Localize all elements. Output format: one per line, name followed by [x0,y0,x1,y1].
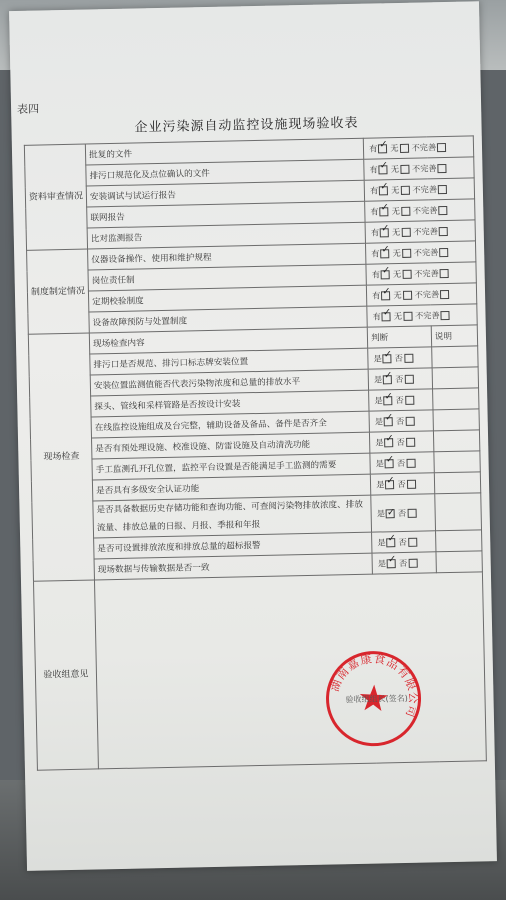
row-item-text: 安装位置监测值能否代表污染物浓度和总量的排放水平 [90,369,369,396]
option-yes-label: 是 [375,457,385,469]
none-checkbox[interactable] [402,269,411,278]
option-have-label: 有 [369,142,378,154]
row-judgement [371,494,436,532]
no-checkbox[interactable] [404,353,413,362]
option-no-label: 否 [395,373,404,384]
row-judgement [370,431,434,453]
row-item-text: 手工监测孔开孔位置，监控平台设置是否能满足手工监测的需要 [92,453,371,480]
section-label-docs: 资料审查情况 [24,144,87,250]
paper-sheet [9,1,497,871]
option-incomplete-label: 不完善 [414,288,440,300]
none-checkbox[interactable] [399,143,408,152]
section-label-site: 现场检查 [28,333,94,581]
row-note[interactable] [433,430,480,452]
option-incomplete-label: 不完善 [414,309,440,321]
row-item-text: 比对监测报告 [87,222,366,249]
option-none-label: 无 [393,289,402,300]
option-none-label: 无 [392,268,402,279]
option-yes-label: 是 [377,557,387,569]
yes-checkbox[interactable] [385,459,394,468]
option-none-label: 无 [393,310,403,321]
page-label: 表四 [16,102,40,116]
row-note[interactable] [432,346,479,368]
none-checkbox[interactable] [402,248,411,257]
option-incomplete-label: 不完善 [413,225,438,237]
row-note[interactable] [436,551,483,573]
yes-checkbox[interactable] [384,396,393,405]
option-no-label: 否 [395,415,405,426]
row-judgement [372,531,436,553]
option-yes-label: 是 [376,478,385,490]
option-no-label: 否 [397,478,406,489]
incomplete-checkbox[interactable] [440,289,449,298]
have-checkbox[interactable] [380,249,389,258]
option-no-label: 否 [398,536,407,547]
row-item-text: 是否有预处理设施、校准设施、防雷设施及自动清洗功能 [92,432,371,459]
none-checkbox[interactable] [400,164,409,173]
option-yes-label: 是 [375,436,384,448]
option-have-label: 有 [371,268,381,280]
no-checkbox[interactable] [408,537,417,546]
incomplete-checkbox[interactable] [438,184,447,193]
option-none-label: 无 [390,142,399,153]
yes-checkbox[interactable] [387,559,396,568]
option-no-label: 否 [396,457,406,468]
row-note[interactable] [435,530,482,552]
have-checkbox[interactable] [381,270,390,279]
option-no-label: 否 [398,557,408,568]
no-checkbox[interactable] [408,558,417,567]
row-item-text: 是否具有多级安全认证功能 [92,474,371,501]
row-note[interactable] [435,493,482,531]
none-checkbox[interactable] [401,206,410,215]
row-options [364,178,474,201]
incomplete-checkbox[interactable] [441,310,450,319]
row-item-text: 是否可设置排放浓度和排放总量的超标报警 [94,532,373,559]
yes-checkbox[interactable] [387,538,396,547]
option-have-label: 有 [369,184,379,196]
no-checkbox[interactable] [406,479,415,488]
row-judgement [370,473,434,495]
have-checkbox[interactable] [378,144,387,153]
option-yes-label: 是 [373,352,382,364]
option-yes-label: 是 [374,394,383,406]
no-checkbox[interactable] [406,437,415,446]
yes-checkbox[interactable] [383,375,392,384]
yes-checkbox[interactable] [386,509,395,518]
option-yes-label: 是 [374,415,384,427]
row-note[interactable] [433,409,480,431]
no-checkbox[interactable] [405,395,414,404]
none-checkbox[interactable] [401,227,410,236]
row-item-text: 联网报告 [87,201,366,228]
row-options [366,241,476,264]
row-options [367,304,477,327]
incomplete-checkbox[interactable] [439,247,448,256]
option-have-label: 有 [372,289,381,301]
svg-text:湖南嘉康食品有限公司: 湖南嘉康食品有限公司 [327,651,421,721]
option-none-label: 无 [391,226,401,237]
yes-checkbox[interactable] [384,438,393,447]
none-checkbox[interactable] [403,311,412,320]
row-note[interactable] [434,451,481,473]
incomplete-checkbox[interactable] [438,205,447,214]
section-label-conclusion: 验收组意见 [33,580,98,770]
have-checkbox[interactable] [380,207,389,216]
none-checkbox[interactable] [403,290,412,299]
option-incomplete-label: 不完善 [412,204,438,216]
row-options [367,283,477,306]
have-checkbox[interactable] [381,291,390,300]
row-item-text: 定期校验制度 [88,285,367,312]
row-judgement [369,389,433,411]
incomplete-checkbox[interactable] [437,163,446,172]
option-no-label: 否 [395,394,404,405]
judge-header: 判断 [367,326,431,348]
no-checkbox[interactable] [406,458,415,467]
row-judgement [372,552,436,574]
option-incomplete-label: 不完善 [413,246,439,258]
option-none-label: 无 [391,184,400,195]
option-none-label: 无 [392,247,401,258]
row-judgement [370,452,434,474]
row-item-text: 现场数据与传输数据是否一致 [94,553,373,580]
option-yes-label: 是 [377,536,386,548]
option-incomplete-label: 不完善 [411,162,437,174]
incomplete-checkbox[interactable] [439,226,448,235]
row-item-text: 排污口是否规范、排污口标志牌安装位置 [90,348,369,375]
have-checkbox[interactable] [379,186,388,195]
site-header: 现场检查内容 [89,327,368,354]
option-yes-label: 是 [376,508,386,519]
option-incomplete-label: 不完善 [411,141,437,153]
option-have-label: 有 [371,247,380,259]
row-note[interactable] [434,472,481,494]
option-none-label: 无 [391,205,400,216]
option-have-label: 有 [372,310,381,322]
row-item-text: 仪器设备操作、使用和维护规程 [88,243,367,270]
row-options [365,199,475,222]
row-options [366,262,476,285]
row-item-text: 安装调试与试运行报告 [86,180,365,207]
row-item-text: 批复的文件 [85,138,364,165]
yes-checkbox[interactable] [384,417,393,426]
row-item-text: 岗位责任制 [88,264,367,291]
conclusion-area[interactable] [94,572,486,769]
note-header: 说明 [431,325,478,347]
yes-checkbox[interactable] [385,480,394,489]
row-options [364,157,474,180]
row-item-text: 在线监控设施组成及台完整，辅助设备及备品、备件是否齐全 [91,411,370,438]
yes-checkbox[interactable] [383,354,392,363]
have-checkbox[interactable] [380,228,389,237]
no-checkbox[interactable] [405,416,414,425]
option-have-label: 有 [369,163,378,175]
row-options [363,136,473,159]
none-checkbox[interactable] [400,185,409,194]
have-checkbox[interactable] [382,312,391,321]
row-options [365,220,475,243]
row-note[interactable] [432,367,479,389]
option-yes-label: 是 [373,373,383,385]
have-checkbox[interactable] [379,165,388,174]
row-item-text: 排污口规范化及点位确认的文件 [86,159,365,186]
option-have-label: 有 [370,226,380,238]
row-judgement [368,347,432,369]
option-incomplete-label: 不完善 [412,183,438,195]
section-label-rules: 制度制定情况 [27,249,90,334]
option-have-label: 有 [370,205,379,217]
incomplete-checkbox[interactable] [440,268,449,277]
no-checkbox[interactable] [407,509,416,518]
signature-label: 验收组组长(签名) [345,693,408,705]
option-none-label: 无 [390,163,400,174]
row-judgement [369,410,433,432]
form-title: 企业污染源自动监控设施现场验收表 [134,115,359,136]
row-item-text: 是否具备数据历史存储功能和查询功能、可查阅污染物排放浓度、排放流量、排放总量的日报、月报、季报和年报 [93,495,372,538]
row-item-text: 探头、管线和采样管路是否按设计安装 [91,390,370,417]
option-no-label: 否 [394,352,404,363]
option-no-label: 否 [396,436,405,447]
row-item-text: 设备故障预防与处置制度 [89,306,368,333]
option-incomplete-label: 不完善 [414,267,439,279]
row-note[interactable] [432,388,479,410]
row-judgement [368,368,432,390]
no-checkbox[interactable] [404,374,413,383]
incomplete-checkbox[interactable] [437,142,446,151]
option-no-label: 否 [397,507,407,519]
